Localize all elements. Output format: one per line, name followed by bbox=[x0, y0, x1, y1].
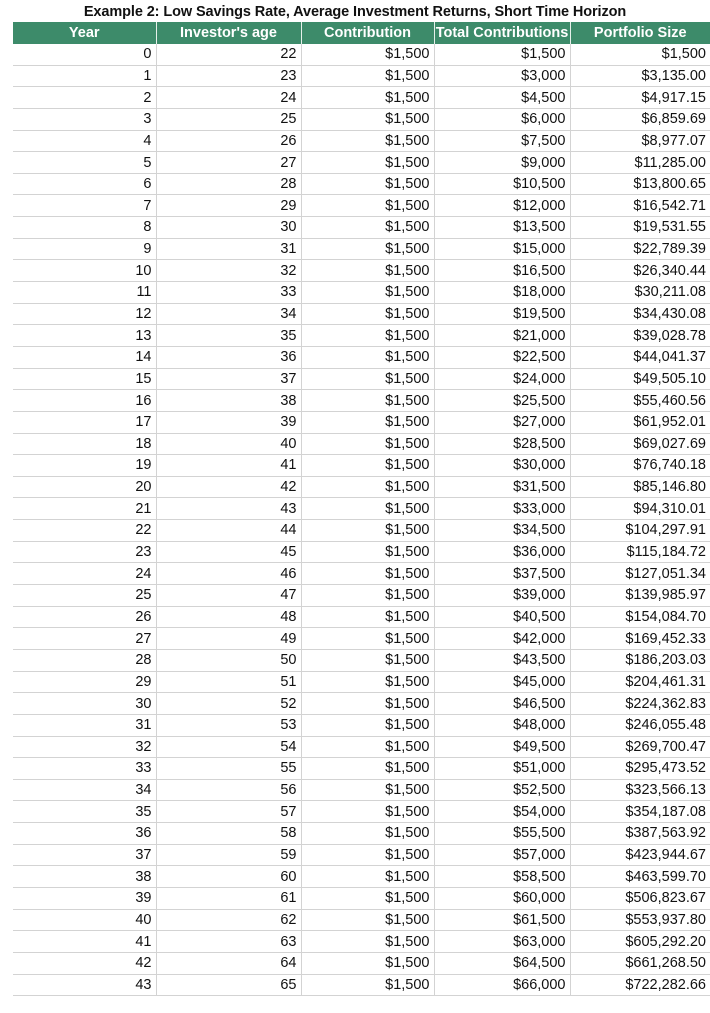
year-cell: 6 bbox=[13, 173, 156, 195]
contribution-cell: $1,500 bbox=[301, 498, 434, 520]
portfolio-size-cell: $34,430.08 bbox=[570, 303, 710, 325]
portfolio-size-cell: $204,461.31 bbox=[570, 671, 710, 693]
total-contributions-cell: $42,000 bbox=[434, 628, 570, 650]
header-row bbox=[13, 22, 710, 44]
portfolio-size-cell: $4,917.15 bbox=[570, 87, 710, 109]
table-row bbox=[13, 541, 710, 563]
table-row bbox=[13, 520, 710, 542]
portfolio-size-cell: $49,505.10 bbox=[570, 368, 710, 390]
total-contributions-cell: $30,000 bbox=[434, 455, 570, 477]
contribution-cell: $1,500 bbox=[301, 303, 434, 325]
portfolio-size-cell: $186,203.03 bbox=[570, 649, 710, 671]
contribution-cell: $1,500 bbox=[301, 585, 434, 607]
year-cell: 23 bbox=[13, 541, 156, 563]
table-row bbox=[13, 498, 710, 520]
portfolio-size-cell: $323,566.13 bbox=[570, 779, 710, 801]
age-cell: 50 bbox=[156, 649, 301, 671]
contribution-cell: $1,500 bbox=[301, 390, 434, 412]
contribution-cell: $1,500 bbox=[301, 282, 434, 304]
year-cell: 37 bbox=[13, 844, 156, 866]
year-cell: 24 bbox=[13, 563, 156, 585]
total-contributions-cell: $22,500 bbox=[434, 346, 570, 368]
contribution-cell: $1,500 bbox=[301, 260, 434, 282]
contribution-cell: $1,500 bbox=[301, 693, 434, 715]
table-row bbox=[13, 87, 710, 109]
total-contributions-cell: $27,000 bbox=[434, 411, 570, 433]
total-contributions-cell: $60,000 bbox=[434, 887, 570, 909]
table-row bbox=[13, 325, 710, 347]
total-contributions-cell: $18,000 bbox=[434, 282, 570, 304]
portfolio-size-cell: $127,051.34 bbox=[570, 563, 710, 585]
age-cell: 55 bbox=[156, 758, 301, 780]
contribution-cell: $1,500 bbox=[301, 606, 434, 628]
total-contributions-cell: $58,500 bbox=[434, 866, 570, 888]
total-contributions-cell: $21,000 bbox=[434, 325, 570, 347]
table-title: Example 2: Low Savings Rate, Average Investment Returns, Short Time Horizon bbox=[83, 4, 627, 20]
contribution-cell: $1,500 bbox=[301, 87, 434, 109]
contribution-cell: $1,500 bbox=[301, 801, 434, 823]
total-contributions-cell: $3,000 bbox=[434, 65, 570, 87]
contribution-cell: $1,500 bbox=[301, 649, 434, 671]
total-contributions-cell: $16,500 bbox=[434, 260, 570, 282]
contribution-cell: $1,500 bbox=[301, 887, 434, 909]
table-row bbox=[13, 844, 710, 866]
year-cell: 26 bbox=[13, 606, 156, 628]
contribution-cell: $1,500 bbox=[301, 909, 434, 931]
table-row bbox=[13, 152, 710, 174]
contribution-cell: $1,500 bbox=[301, 952, 434, 974]
year-cell: 15 bbox=[13, 368, 156, 390]
portfolio-size-cell: $154,084.70 bbox=[570, 606, 710, 628]
year-cell: 39 bbox=[13, 887, 156, 909]
year-cell: 1 bbox=[13, 65, 156, 87]
table-row bbox=[13, 217, 710, 239]
table-row bbox=[13, 779, 710, 801]
total-contributions-cell: $4,500 bbox=[434, 87, 570, 109]
total-contributions-cell: $28,500 bbox=[434, 433, 570, 455]
portfolio-size-cell: $61,952.01 bbox=[570, 411, 710, 433]
year-cell: 40 bbox=[13, 909, 156, 931]
contribution-cell: $1,500 bbox=[301, 823, 434, 845]
total-contributions-cell: $66,000 bbox=[434, 974, 570, 996]
contribution-cell: $1,500 bbox=[301, 758, 434, 780]
year-cell: 17 bbox=[13, 411, 156, 433]
age-cell: 29 bbox=[156, 195, 301, 217]
table-row bbox=[13, 866, 710, 888]
savings-table bbox=[13, 22, 710, 996]
total-contributions-cell: $33,000 bbox=[434, 498, 570, 520]
table-row bbox=[13, 887, 710, 909]
column-header-total-contributions: Total Contributions bbox=[434, 22, 570, 44]
table-row bbox=[13, 585, 710, 607]
portfolio-size-cell: $16,542.71 bbox=[570, 195, 710, 217]
age-cell: 22 bbox=[156, 44, 301, 65]
year-cell: 38 bbox=[13, 866, 156, 888]
contribution-cell: $1,500 bbox=[301, 541, 434, 563]
column-header-investor-age: Investor's age bbox=[156, 22, 301, 44]
total-contributions-cell: $51,000 bbox=[434, 758, 570, 780]
table-row bbox=[13, 108, 710, 130]
age-cell: 51 bbox=[156, 671, 301, 693]
contribution-cell: $1,500 bbox=[301, 455, 434, 477]
year-cell: 43 bbox=[13, 974, 156, 996]
year-cell: 21 bbox=[13, 498, 156, 520]
table-row bbox=[13, 44, 710, 65]
table-row bbox=[13, 65, 710, 87]
table-row bbox=[13, 195, 710, 217]
year-cell: 29 bbox=[13, 671, 156, 693]
age-cell: 44 bbox=[156, 520, 301, 542]
portfolio-size-cell: $387,563.92 bbox=[570, 823, 710, 845]
age-cell: 41 bbox=[156, 455, 301, 477]
total-contributions-cell: $9,000 bbox=[434, 152, 570, 174]
age-cell: 42 bbox=[156, 476, 301, 498]
table-row bbox=[13, 931, 710, 953]
contribution-cell: $1,500 bbox=[301, 44, 434, 65]
contribution-cell: $1,500 bbox=[301, 152, 434, 174]
year-cell: 35 bbox=[13, 801, 156, 823]
total-contributions-cell: $43,500 bbox=[434, 649, 570, 671]
total-contributions-cell: $54,000 bbox=[434, 801, 570, 823]
table-row bbox=[13, 130, 710, 152]
table-row bbox=[13, 411, 710, 433]
age-cell: 36 bbox=[156, 346, 301, 368]
table-row bbox=[13, 368, 710, 390]
age-cell: 27 bbox=[156, 152, 301, 174]
age-cell: 46 bbox=[156, 563, 301, 585]
contribution-cell: $1,500 bbox=[301, 108, 434, 130]
age-cell: 57 bbox=[156, 801, 301, 823]
year-cell: 2 bbox=[13, 87, 156, 109]
contribution-cell: $1,500 bbox=[301, 325, 434, 347]
year-cell: 16 bbox=[13, 390, 156, 412]
portfolio-size-cell: $224,362.83 bbox=[570, 693, 710, 715]
table-body bbox=[13, 44, 710, 996]
year-cell: 10 bbox=[13, 260, 156, 282]
total-contributions-cell: $52,500 bbox=[434, 779, 570, 801]
table-row bbox=[13, 476, 710, 498]
year-cell: 18 bbox=[13, 433, 156, 455]
total-contributions-cell: $46,500 bbox=[434, 693, 570, 715]
total-contributions-cell: $37,500 bbox=[434, 563, 570, 585]
portfolio-size-cell: $69,027.69 bbox=[570, 433, 710, 455]
total-contributions-cell: $25,500 bbox=[434, 390, 570, 412]
contribution-cell: $1,500 bbox=[301, 671, 434, 693]
age-cell: 26 bbox=[156, 130, 301, 152]
total-contributions-cell: $10,500 bbox=[434, 173, 570, 195]
total-contributions-cell: $12,000 bbox=[434, 195, 570, 217]
portfolio-size-cell: $423,944.67 bbox=[570, 844, 710, 866]
total-contributions-cell: $34,500 bbox=[434, 520, 570, 542]
contribution-cell: $1,500 bbox=[301, 173, 434, 195]
table-row bbox=[13, 974, 710, 996]
age-cell: 30 bbox=[156, 217, 301, 239]
table-row bbox=[13, 455, 710, 477]
age-cell: 48 bbox=[156, 606, 301, 628]
contribution-cell: $1,500 bbox=[301, 520, 434, 542]
year-cell: 32 bbox=[13, 736, 156, 758]
table-row bbox=[13, 260, 710, 282]
total-contributions-cell: $36,000 bbox=[434, 541, 570, 563]
age-cell: 63 bbox=[156, 931, 301, 953]
portfolio-size-cell: $354,187.08 bbox=[570, 801, 710, 823]
portfolio-size-cell: $295,473.52 bbox=[570, 758, 710, 780]
contribution-cell: $1,500 bbox=[301, 866, 434, 888]
portfolio-size-cell: $139,985.97 bbox=[570, 585, 710, 607]
portfolio-size-cell: $169,452.33 bbox=[570, 628, 710, 650]
age-cell: 32 bbox=[156, 260, 301, 282]
portfolio-size-cell: $553,937.80 bbox=[570, 909, 710, 931]
age-cell: 61 bbox=[156, 887, 301, 909]
contribution-cell: $1,500 bbox=[301, 844, 434, 866]
age-cell: 28 bbox=[156, 173, 301, 195]
year-cell: 41 bbox=[13, 931, 156, 953]
total-contributions-cell: $55,500 bbox=[434, 823, 570, 845]
age-cell: 60 bbox=[156, 866, 301, 888]
contribution-cell: $1,500 bbox=[301, 130, 434, 152]
table-row bbox=[13, 758, 710, 780]
year-cell: 27 bbox=[13, 628, 156, 650]
portfolio-size-cell: $104,297.91 bbox=[570, 520, 710, 542]
year-cell: 13 bbox=[13, 325, 156, 347]
age-cell: 25 bbox=[156, 108, 301, 130]
year-cell: 19 bbox=[13, 455, 156, 477]
age-cell: 24 bbox=[156, 87, 301, 109]
portfolio-size-cell: $26,340.44 bbox=[570, 260, 710, 282]
year-cell: 42 bbox=[13, 952, 156, 974]
year-cell: 25 bbox=[13, 585, 156, 607]
contribution-cell: $1,500 bbox=[301, 563, 434, 585]
year-cell: 8 bbox=[13, 217, 156, 239]
total-contributions-cell: $61,500 bbox=[434, 909, 570, 931]
age-cell: 35 bbox=[156, 325, 301, 347]
table-row bbox=[13, 693, 710, 715]
portfolio-size-cell: $661,268.50 bbox=[570, 952, 710, 974]
portfolio-size-cell: $3,135.00 bbox=[570, 65, 710, 87]
portfolio-size-cell: $269,700.47 bbox=[570, 736, 710, 758]
portfolio-size-cell: $13,800.65 bbox=[570, 173, 710, 195]
total-contributions-cell: $48,000 bbox=[434, 714, 570, 736]
total-contributions-cell: $63,000 bbox=[434, 931, 570, 953]
age-cell: 45 bbox=[156, 541, 301, 563]
total-contributions-cell: $39,000 bbox=[434, 585, 570, 607]
portfolio-size-cell: $19,531.55 bbox=[570, 217, 710, 239]
table-row bbox=[13, 628, 710, 650]
contribution-cell: $1,500 bbox=[301, 931, 434, 953]
total-contributions-cell: $1,500 bbox=[434, 44, 570, 65]
year-cell: 33 bbox=[13, 758, 156, 780]
total-contributions-cell: $49,500 bbox=[434, 736, 570, 758]
contribution-cell: $1,500 bbox=[301, 714, 434, 736]
contribution-cell: $1,500 bbox=[301, 433, 434, 455]
portfolio-size-cell: $115,184.72 bbox=[570, 541, 710, 563]
year-cell: 34 bbox=[13, 779, 156, 801]
table-row bbox=[13, 563, 710, 585]
age-cell: 62 bbox=[156, 909, 301, 931]
age-cell: 34 bbox=[156, 303, 301, 325]
portfolio-size-cell: $44,041.37 bbox=[570, 346, 710, 368]
total-contributions-cell: $64,500 bbox=[434, 952, 570, 974]
table-row bbox=[13, 173, 710, 195]
table-row bbox=[13, 606, 710, 628]
age-cell: 33 bbox=[156, 282, 301, 304]
total-contributions-cell: $40,500 bbox=[434, 606, 570, 628]
year-cell: 11 bbox=[13, 282, 156, 304]
year-cell: 36 bbox=[13, 823, 156, 845]
portfolio-size-cell: $246,055.48 bbox=[570, 714, 710, 736]
contribution-cell: $1,500 bbox=[301, 65, 434, 87]
total-contributions-cell: $45,000 bbox=[434, 671, 570, 693]
year-cell: 20 bbox=[13, 476, 156, 498]
portfolio-size-cell: $722,282.66 bbox=[570, 974, 710, 996]
table-row bbox=[13, 952, 710, 974]
total-contributions-cell: $57,000 bbox=[434, 844, 570, 866]
age-cell: 31 bbox=[156, 238, 301, 260]
year-cell: 5 bbox=[13, 152, 156, 174]
portfolio-size-cell: $463,599.70 bbox=[570, 866, 710, 888]
table-row bbox=[13, 346, 710, 368]
total-contributions-cell: $31,500 bbox=[434, 476, 570, 498]
table-row bbox=[13, 823, 710, 845]
contribution-cell: $1,500 bbox=[301, 779, 434, 801]
portfolio-size-cell: $94,310.01 bbox=[570, 498, 710, 520]
portfolio-size-cell: $30,211.08 bbox=[570, 282, 710, 304]
portfolio-size-cell: $6,859.69 bbox=[570, 108, 710, 130]
year-cell: 7 bbox=[13, 195, 156, 217]
year-cell: 0 bbox=[13, 44, 156, 65]
age-cell: 37 bbox=[156, 368, 301, 390]
age-cell: 56 bbox=[156, 779, 301, 801]
contribution-cell: $1,500 bbox=[301, 195, 434, 217]
contribution-cell: $1,500 bbox=[301, 476, 434, 498]
year-cell: 28 bbox=[13, 649, 156, 671]
table-row bbox=[13, 390, 710, 412]
age-cell: 40 bbox=[156, 433, 301, 455]
column-header-contribution: Contribution bbox=[301, 22, 434, 44]
age-cell: 59 bbox=[156, 844, 301, 866]
portfolio-size-cell: $76,740.18 bbox=[570, 455, 710, 477]
year-cell: 12 bbox=[13, 303, 156, 325]
year-cell: 22 bbox=[13, 520, 156, 542]
total-contributions-cell: $13,500 bbox=[434, 217, 570, 239]
year-cell: 30 bbox=[13, 693, 156, 715]
age-cell: 47 bbox=[156, 585, 301, 607]
year-cell: 14 bbox=[13, 346, 156, 368]
age-cell: 58 bbox=[156, 823, 301, 845]
age-cell: 52 bbox=[156, 693, 301, 715]
year-cell: 9 bbox=[13, 238, 156, 260]
age-cell: 43 bbox=[156, 498, 301, 520]
column-header-year: Year bbox=[13, 22, 156, 44]
year-cell: 4 bbox=[13, 130, 156, 152]
portfolio-size-cell: $506,823.67 bbox=[570, 887, 710, 909]
table-row bbox=[13, 736, 710, 758]
table-row bbox=[13, 671, 710, 693]
age-cell: 64 bbox=[156, 952, 301, 974]
age-cell: 54 bbox=[156, 736, 301, 758]
table-row bbox=[13, 714, 710, 736]
age-cell: 49 bbox=[156, 628, 301, 650]
total-contributions-cell: $19,500 bbox=[434, 303, 570, 325]
contribution-cell: $1,500 bbox=[301, 368, 434, 390]
year-cell: 31 bbox=[13, 714, 156, 736]
age-cell: 53 bbox=[156, 714, 301, 736]
age-cell: 38 bbox=[156, 390, 301, 412]
portfolio-size-cell: $11,285.00 bbox=[570, 152, 710, 174]
table-row bbox=[13, 909, 710, 931]
age-cell: 39 bbox=[156, 411, 301, 433]
contribution-cell: $1,500 bbox=[301, 628, 434, 650]
contribution-cell: $1,500 bbox=[301, 411, 434, 433]
portfolio-size-cell: $1,500 bbox=[570, 44, 710, 65]
table-row bbox=[13, 433, 710, 455]
total-contributions-cell: $7,500 bbox=[434, 130, 570, 152]
table-header bbox=[13, 22, 710, 44]
contribution-cell: $1,500 bbox=[301, 238, 434, 260]
year-cell: 3 bbox=[13, 108, 156, 130]
portfolio-size-cell: $605,292.20 bbox=[570, 931, 710, 953]
portfolio-size-cell: $8,977.07 bbox=[570, 130, 710, 152]
portfolio-size-cell: $85,146.80 bbox=[570, 476, 710, 498]
contribution-cell: $1,500 bbox=[301, 974, 434, 996]
portfolio-size-cell: $55,460.56 bbox=[570, 390, 710, 412]
total-contributions-cell: $6,000 bbox=[434, 108, 570, 130]
table-row bbox=[13, 303, 710, 325]
portfolio-size-cell: $39,028.78 bbox=[570, 325, 710, 347]
age-cell: 23 bbox=[156, 65, 301, 87]
total-contributions-cell: $24,000 bbox=[434, 368, 570, 390]
portfolio-size-cell: $22,789.39 bbox=[570, 238, 710, 260]
contribution-cell: $1,500 bbox=[301, 217, 434, 239]
table-row bbox=[13, 649, 710, 671]
column-header-portfolio-size: Portfolio Size bbox=[570, 22, 710, 44]
contribution-cell: $1,500 bbox=[301, 346, 434, 368]
table-row bbox=[13, 801, 710, 823]
contribution-cell: $1,500 bbox=[301, 736, 434, 758]
total-contributions-cell: $15,000 bbox=[434, 238, 570, 260]
table-row bbox=[13, 282, 710, 304]
age-cell: 65 bbox=[156, 974, 301, 996]
table-row bbox=[13, 238, 710, 260]
